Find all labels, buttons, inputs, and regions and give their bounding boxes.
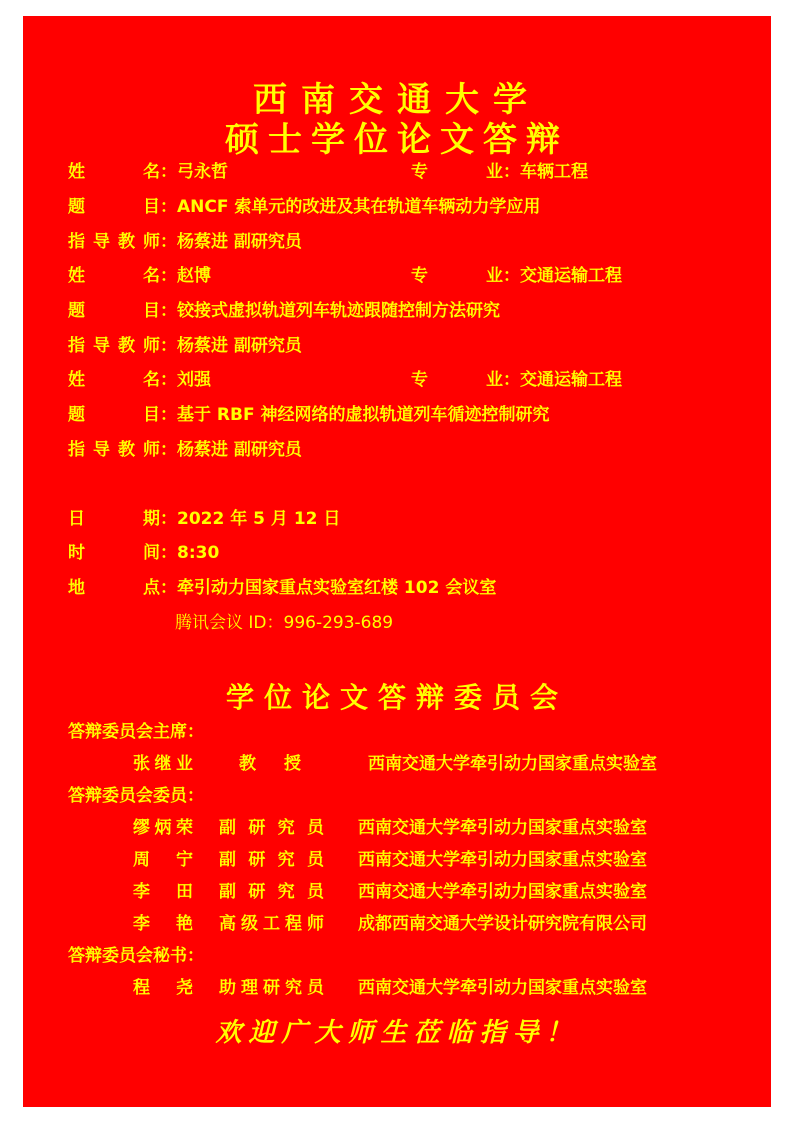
committee-member	[133, 815, 647, 841]
name-label: 姓名	[68, 162, 160, 182]
member-title: 教授	[239, 754, 301, 774]
online-meeting-id: 腾讯会议 ID：996-293-689	[175, 613, 394, 633]
date-label: 日期	[68, 509, 160, 529]
member-name: 缪炳荣	[133, 818, 193, 838]
topic-label: 题目	[68, 301, 160, 321]
candidate-1-advisor-row: 指导教师：杨蔡进 副研究员	[68, 232, 302, 252]
candidate-topic: ANCF 索单元的改进及其在轨道车辆动力学应用	[177, 197, 541, 217]
candidate-name: 赵博	[177, 266, 211, 286]
time-row: 时间：8:30	[68, 543, 220, 563]
university-title: 西南交通大学	[253, 80, 541, 120]
member-org: 成都西南交通大学设计研究院有限公司	[358, 914, 647, 934]
candidate-topic: 铰接式虚拟轨道列车轨迹跟随控制方法研究	[177, 301, 500, 321]
member-name: 周宁	[133, 850, 193, 870]
candidate-2-topic-row: 题目：铰接式虚拟轨道列车轨迹跟随控制方法研究	[68, 301, 500, 321]
members-label: 答辩委员会委员：	[68, 786, 204, 806]
advisor-label: 指导教师	[68, 440, 160, 460]
candidate-major: 车辆工程	[520, 162, 588, 182]
major-label: 专业	[411, 266, 503, 286]
secretary-label: 答辩委员会秘书：	[68, 946, 204, 966]
place-row: 地点：牵引动力国家重点实验室红楼 102 会议室	[68, 578, 497, 598]
candidate-major: 交通运输工程	[520, 266, 622, 286]
member-title: 助理研究员	[219, 978, 324, 998]
member-org: 西南交通大学牵引动力国家重点实验室	[358, 978, 647, 998]
major-label: 专业	[411, 370, 503, 390]
committee-chair	[133, 751, 657, 777]
member-name: 张继业	[133, 754, 193, 774]
advisor-label: 指导教师	[68, 232, 160, 252]
defense-date: 2022 年 5 月 12 日	[177, 509, 341, 529]
candidate-3-topic-row: 题目：基于 RBF 神经网络的虚拟轨道列车循迹控制研究	[68, 405, 550, 425]
defense-title: 硕士学位论文答辩	[225, 120, 569, 160]
member-name: 李艳	[133, 914, 193, 934]
candidate-advisor: 杨蔡进 副研究员	[177, 232, 302, 252]
member-org: 西南交通大学牵引动力国家重点实验室	[368, 754, 657, 774]
candidate-advisor: 杨蔡进 副研究员	[177, 336, 302, 356]
member-org: 西南交通大学牵引动力国家重点实验室	[358, 818, 647, 838]
member-org: 西南交通大学牵引动力国家重点实验室	[358, 850, 647, 870]
member-title: 副研究员	[219, 882, 324, 902]
candidate-name: 弓永哲	[177, 162, 228, 182]
member-title: 高级工程师	[219, 914, 324, 934]
committee-member	[133, 911, 647, 937]
candidate-major: 交通运输工程	[520, 370, 622, 390]
candidate-2-name-row: 姓名：赵博	[68, 266, 211, 286]
defense-place: 牵引动力国家重点实验室红楼 102 会议室	[177, 578, 497, 598]
committee-secretary	[133, 975, 647, 1001]
place-label: 地点	[68, 578, 160, 598]
name-label: 姓名	[68, 370, 160, 390]
chair-label: 答辩委员会主席：	[68, 722, 204, 742]
member-name: 程尧	[133, 978, 193, 998]
committee-member	[133, 847, 647, 873]
candidate-3-major-row: 专业：交通运输工程	[411, 370, 622, 390]
topic-label: 题目	[68, 197, 160, 217]
welcome-message: 欢迎广大师生莅临指导！	[215, 1018, 579, 1048]
candidate-3-name-row: 姓名：刘强	[68, 370, 211, 390]
member-name: 李田	[133, 882, 193, 902]
candidate-1-topic-row: 题目：ANCF 索单元的改进及其在轨道车辆动力学应用	[68, 197, 541, 217]
defense-time: 8:30	[177, 543, 220, 563]
candidate-1-name-row: 姓名：弓永哲	[68, 162, 228, 182]
poster	[23, 16, 771, 1107]
name-label: 姓名	[68, 266, 160, 286]
committee-title: 学位论文答辩委员会	[225, 681, 568, 714]
candidate-topic: 基于 RBF 神经网络的虚拟轨道列车循迹控制研究	[177, 405, 550, 425]
time-label: 时间	[68, 543, 160, 563]
candidate-1-major-row: 专业：车辆工程	[411, 162, 588, 182]
candidate-2-advisor-row: 指导教师：杨蔡进 副研究员	[68, 336, 302, 356]
major-label: 专业	[411, 162, 503, 182]
candidate-3-advisor-row: 指导教师：杨蔡进 副研究员	[68, 440, 302, 460]
topic-label: 题目	[68, 405, 160, 425]
member-title: 副研究员	[219, 850, 324, 870]
member-title: 副研究员	[219, 818, 324, 838]
advisor-label: 指导教师	[68, 336, 160, 356]
candidate-advisor: 杨蔡进 副研究员	[177, 440, 302, 460]
date-row: 日期：2022 年 5 月 12 日	[68, 509, 341, 529]
committee-member	[133, 879, 647, 905]
member-org: 西南交通大学牵引动力国家重点实验室	[358, 882, 647, 902]
candidate-2-major-row: 专业：交通运输工程	[411, 266, 622, 286]
candidate-name: 刘强	[177, 370, 211, 390]
